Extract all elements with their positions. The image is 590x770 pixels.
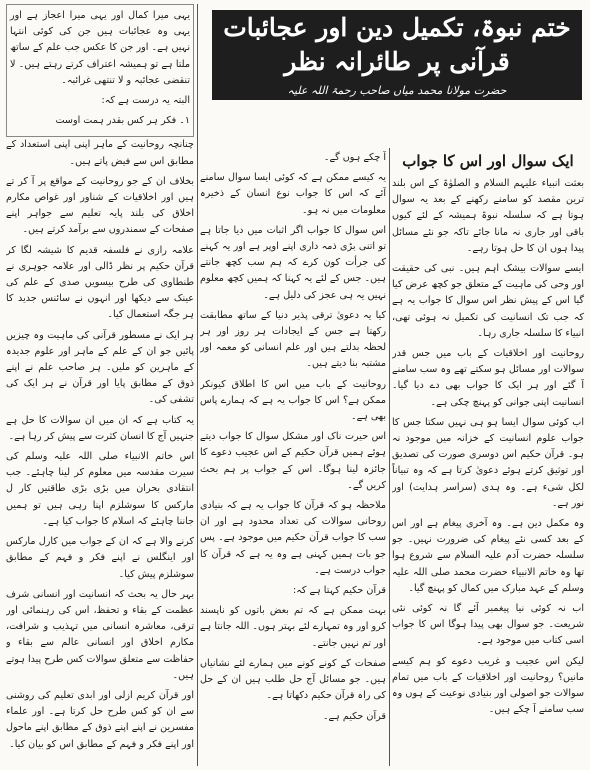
paragraph: روحانیت کے باب میں اس کا اطلاق کیونکر ممکن ہے؟ اس کا جواب یہ ہے کہ ہمارے پاس بھی ہے۔ — [200, 378, 386, 423]
paragraph: اس حیرت ناک اور مشکل سوال کا جواب دیتے ہوئے ہمیں قرآن حکیم کے اس عجیب دعوے کا جائزہ لینا ہوگا۔ اس کے جواب پر ہم بحث کریں گے۔ — [200, 431, 386, 491]
column-divider — [389, 148, 390, 766]
paragraph: علامہ رازی نے فلسفہ قدیم کا شیشہ لگا کر قرآن حکیم پر نظر ڈالی اور علامہ جوہری نے طنطاوی کی طرح بیسویں صدی کے علم کی عینک سے دیکھا اور انہوں نے سائنس جدید کا ہر جگہ استعمال کیا۔ — [6, 244, 194, 321]
paragraph: یہ کتاب ہے کہ ان میں ان سوالات کا حل ہے جنہیں آج کا انسان کثرت سے پیش کر رہا ہے۔ — [6, 414, 194, 442]
boxed-passage — [6, 4, 194, 137]
paragraph: یہی میرا کمال اور یہی میرا اعجاز ہے اور یہی وہ عجائبات ہیں جن کی کوئی انتہا نہیں ہے۔ اور جن کا عکس جب علم کے ساتھ ملتا ہے تو ہمیشہ اعتراف کرتے رہتے ہیں۔ لا تنقضی عجائبہ و لا تنتھی غرائبہ۔ — [10, 10, 190, 86]
paragraph: لیکن اس عجیب و غریب دعوے کو ہم کیسے مانیں؟ روحانیت اور اخلاقیات کے باب میں تمام سوالات جو اصولی اور بنیادی نوعیت کے ہوں وہ سب سامنے آ چکے ہیں۔ — [392, 655, 584, 716]
quote: بہت ممکن ہے کہ تم بعض باتوں کو ناپسند کرو اور وہ تمہارے لئے بہتر ہوں۔ اللہ جانتا ہے اور تم نہیں جانتے۔ — [200, 605, 386, 649]
paragraph: ہر ایک نے مسطور قرآنی کی ماہیت وہ چیزیں پائیں جو ان کے علم کے ماہر اور علوم جدیدہ کے ماہرین کو ملیں۔ ہر صاحب علم نے اپنے ذوق کے مطابق پایا اور قرآن نے ہر ایک کی تشفی کی۔ — [6, 329, 194, 406]
paragraph: قرآن حکیم ہے۔ — [322, 710, 386, 722]
headline-banner — [212, 10, 582, 100]
paragraph: وہ مکمل دین ہے۔ وہ آخری پیغام ہے اور اس کے بعد کسی نئے پیغام کی ضرورت نہیں۔ جو سلسلہ حضرت آدم علیہ السلام سے شروع ہوا تھا وہ خاتم الانبیاء حضرت محمد صلی اللہ علیہ وسلم کے عہد مبارک میں کمال کو پہنچ گیا۔ — [392, 518, 584, 594]
paragraph: اب کوئی سوال ایسا ہو ہی نہیں سکتا جس کا جواب علوم انسانیت کے خزانہ میں موجود نہ ہو۔ قرآن حکیم اس دوسری صورت کی تصدیق اور توثیق کرتے ہوئے دعویٰ کرتا ہے کہ وہ تبیاناً لکل شیء ہے۔ وہ ہدی (سراسر ہدایت) اور نور ہے۔ — [392, 416, 584, 509]
paragraph: اور قرآن کریم ازلی اور ابدی تعلیم کی روشنی سے ان کو کس طرح حل کرتا ہے۔ اور علماء مفسرین نے اپنے اپنے ذوق کے مطابق اپنے ماحول اور اپنے فکر و فہم کے مطابق اس کو بیان کیا۔ — [6, 689, 194, 750]
headline: ختم نبوۃ، تکمیل دین اور عجائبات قرآنی پر طائرانہ نظر — [223, 13, 571, 76]
paragraph: اس خاتم الانبیاء صلی اللہ علیہ وسلم کی سیرت مقدسہ میں معلوم کر لینا چاہئے۔ جب انتقادی بحران میں بڑی بڑی طاقتیں کار ل مارکس کا سوشلزم اپنا رہی ہیں تو ہمیں جاننا چاہئے کہ اسلام کا جواب کیا ہے۔ — [6, 451, 194, 527]
middle-column — [200, 150, 386, 765]
paragraph: البتہ یہ درست ہے کہ: — [101, 95, 190, 107]
paragraph: بعثت انبیاء علیہم السلام و الصلوٰۃ کے اس بلند ترین مقصد کو سامنے رکھنے کے بعد یہ سوال ہوتا ہے کہ سلسلہ نبوۃ ہمیشہ کے لئے کیوں باقی اور جاری نہ مانا جائے تاکہ جو نئے مسائل پیدا ہوں ان کا حل ہوتا رہے۔ — [392, 178, 584, 254]
section-heading: ایک سوال اور اس کا جواب — [402, 152, 574, 170]
paragraph: ایسے سوالات بیشک اہم ہیں۔ نبی کی حقیقت اور وحی کی ماہیت کے متعلق جو کچھ عرض کیا گیا اس کے پیش نظر اس سوال کا جواب یہ ہے کہ جب تک انسانیت کی تکمیل نہ ہوئی تھی، انبیاء کا سلسلہ جاری رہا۔ — [392, 263, 584, 339]
paragraph: کیا یہ دعویٰ ترقی پذیر دنیا کے ساتھ مطابقت رکھتا ہے جس کے ایجادات ہر روز اور ہر لحظہ بدلتے ہیں اور علم انسانی کو معمہ اور مشتبہ بنا دیتے ہیں۔ — [200, 309, 386, 370]
verse-line: ۱۔ فکر ہر کس بقدر ہمت اوست — [55, 115, 190, 127]
byline: حضرت مولانا محمد میاں صاحب رحمۃ اللہ علیہ — [287, 84, 507, 97]
paragraph: بخلاف ان کے جو روحانیت کے مواقع پر آ کر تے ہیں اور اخلاقیات کے شناور اور غواص مکارم اخلاق کی بلند پایہ تعلیم سے جواہر اپنے صفحات کے سمندروں سے برآمد کرتے ہیں۔ — [6, 175, 194, 236]
paragraph: کرنے والا ہے کہ ان کے جواب میں کارل مارکس اور اینگلس نے اپنے فکر و فہم کے مطابق سوشلزم پیش کیا۔ — [6, 536, 194, 580]
right-column — [392, 150, 584, 765]
paragraph: بہر حال یہ بحث کہ انسانیت اور انسانی شرف عظمت کے بقاء و تحفظ، اس کی رہنمائی اور ترقی، معاشرہ انسانی میں تہذیب و شرافت، مکارم اخلاق اور انسانی عالم سے بقاء و حفاظت سے متعلق سوالات کس طرح پیدا ہوتے ہیں۔ — [6, 588, 194, 681]
paragraph: صفحات کے کونے کونے میں ہمارے لئے نشانیاں ہیں۔ جو مسائل آج حل طلب ہیں ان کے حل کی راہ قرآن حکیم دکھاتا ہے۔ — [200, 657, 386, 702]
paragraph: آ چکے ہوں گے۔ — [323, 152, 386, 163]
left-column — [6, 4, 194, 765]
paragraph: روحانیت اور اخلاقیات کے باب میں جس قدر سوالات اور مسائل ہو سکتے تھے وہ سب سامنے آ گئے اور ہر ایک کا جواب بھی دے دیا گیا۔ انسانیت اپنی جوانی کو پہنچ چکی ہے۔ — [392, 348, 584, 408]
column-divider — [197, 4, 198, 766]
paragraph: ملاحظہ ہو کہ قرآن کا جواب یہ ہے کہ بنیادی روحانی سوالات کی تعداد محدود ہے اور ان سب کا جواب قرآن حکیم میں موجود ہے۔ پس جو بات ہمیں کہنی ہے وہ یہ ہے کہ قرآن کا جواب درست ہے۔ — [200, 500, 386, 576]
paragraph: اس سوال کا جواب اگر اثبات میں دیا جاتا ہے تو اتنی بڑی ذمہ داری اپنے اوپر ہے اور یہ کہنے کی جرأت کون کرے کہ ہم سب کچھ جانتے ہیں۔ جس کے لئے یہ کہنا کہ ہمیں کچھ معلوم نہیں یہ ہی عجز کی دلیل ہے۔ — [200, 224, 386, 301]
paragraph: یہ کیسے ممکن ہے کہ کوئی ایسا سوال سامنے آئے کہ اس کا جواب نوع انسان کے ذخیرہ معلومات میں نہ ہو۔ — [200, 172, 386, 216]
paragraph: چنانچہ روحانیت کے ماہر اپنی اپنی استعداد کے مطابق اس سے فیض پاتے ہیں۔ — [6, 139, 194, 167]
paragraph: اب نہ کوئی نیا پیغمبر آئے گا نہ کوئی نئی شریعت۔ جو سوال بھی پیدا ہوگا اس کا جواب اسی کتاب میں موجود ہے۔ — [392, 603, 584, 647]
quote-intro: قرآن حکیم کہتا ہے کہ: — [293, 585, 386, 597]
